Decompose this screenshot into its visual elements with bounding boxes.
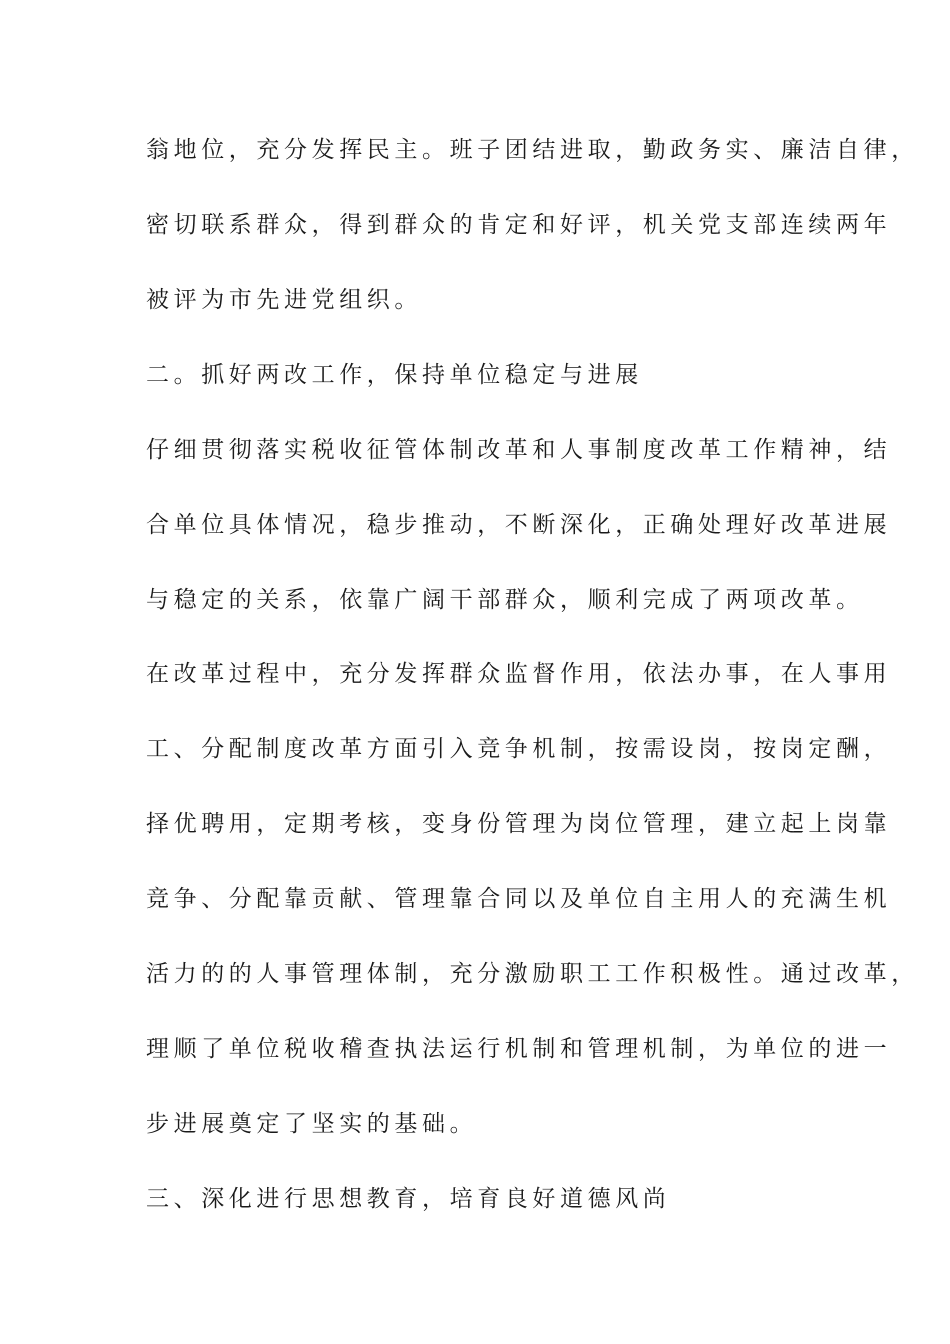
body-text-line: 工、分配制度改革方面引入竞争机制，按需设岗，按岗定酬， [146, 736, 892, 762]
body-text-line: 密切联系群众，得到群众的肯定和好评，机关党支部连续两年 [146, 212, 892, 238]
body-text-line: 竞争、分配靠贡献、管理靠合同以及单位自主用人的充满生机 [146, 886, 892, 912]
body-text-line: 与稳定的关系，依靠广阔干部群众，顺利完成了两项改革。 [146, 587, 864, 613]
body-text-line: 仔细贯彻落实税收征管体制改革和人事制度改革工作精神，结 [146, 437, 892, 463]
body-text-line: 步进展奠定了坚实的基础。 [146, 1111, 478, 1137]
body-text-line: 在改革过程中，充分发挥群众监督作用，依法办事，在人事用 [146, 661, 892, 687]
body-text-line: 翁地位，充分发挥民主。班子团结进取，勤政务实、廉洁自律， [146, 137, 919, 163]
body-text-line: 合单位具体情况，稳步推动，不断深化，正确处理好改革进展 [146, 512, 892, 538]
body-text-line: 被评为市先进党组织。 [146, 287, 422, 313]
body-text-line: 理顺了单位税收稽查执法运行机制和管理机制，为单位的进一 [146, 1036, 892, 1062]
section-heading: 三、深化进行思想教育，培育良好道德风尚 [146, 1186, 671, 1212]
section-heading: 二。抓好两改工作，保持单位稳定与进展 [146, 362, 643, 388]
body-text-line: 择优聘用，定期考核，变身份管理为岗位管理，建立起上岗靠 [146, 811, 892, 837]
body-text-line: 活力的的人事管理体制，充分激励职工工作积极性。通过改革， [146, 961, 919, 987]
